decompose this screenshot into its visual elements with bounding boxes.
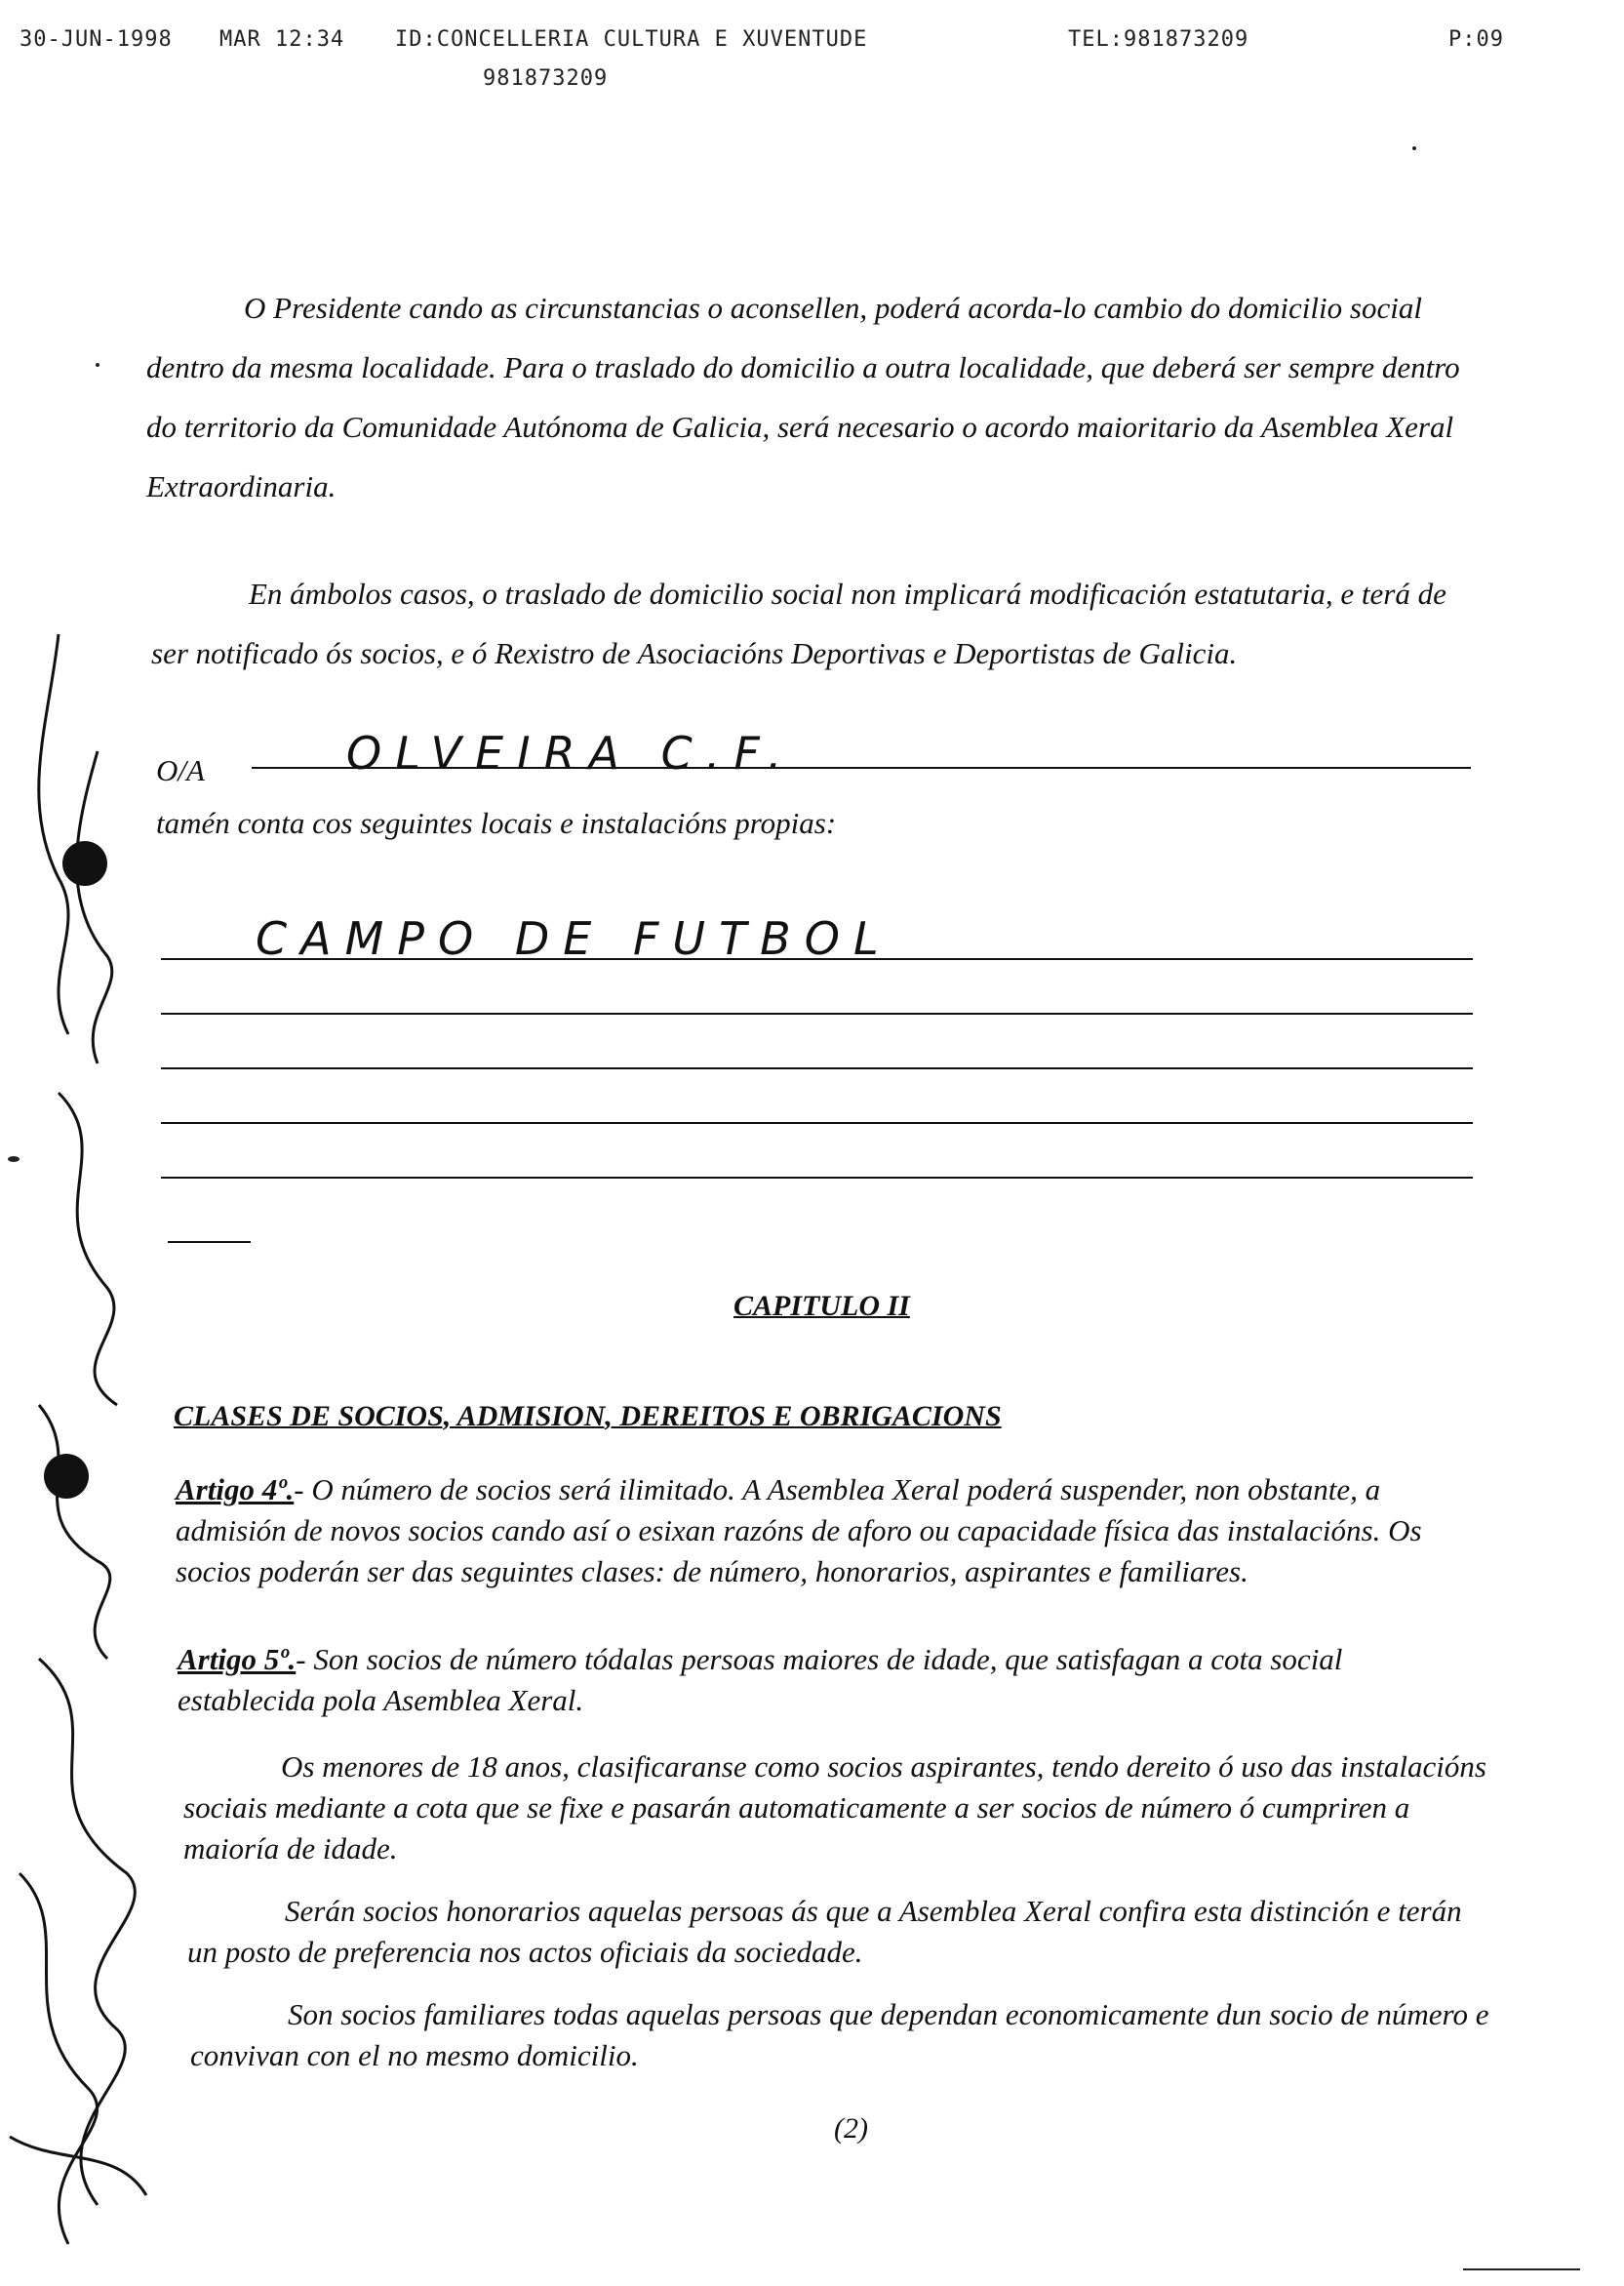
signature-stroke-7 xyxy=(10,2137,146,2195)
chapter-title: CAPITULO II xyxy=(733,1290,910,1322)
facility-line-2 xyxy=(161,1013,1473,1015)
domicile-paragraph-1 xyxy=(146,278,1473,516)
signature-stroke-3 xyxy=(59,1093,117,1405)
facility-line-4 xyxy=(161,1122,1473,1124)
punch-hole-top xyxy=(62,841,107,886)
domicile-paragraph-2-text: En ámbolos casos, o traslado de domicilio social non implicará modificación estatutaria, e terá de ser notificado ós socios, e ó Rexistro de Asociacións Deportivas e Deportistas de Galicia. xyxy=(151,577,1446,670)
fax-time: MAR 12:34 xyxy=(219,27,345,52)
scan-speck xyxy=(1412,146,1416,150)
scan-speck xyxy=(8,1156,20,1162)
domicile-paragraph-1-text: O Presidente cando as circunstancias o aconsellen, poderá acorda-lo cambio do domicilio social dentro da mesma localidade. Para o traslado do domicilio a outra localidade, que deberá ser sempre dentro do territorio da Comunidade Autónoma de Galicia, será necesario o acordo maioritario da Asemblea Xeral Extraordinaria. xyxy=(146,291,1460,503)
fax-date: 30-JUN-1998 xyxy=(20,27,173,52)
fax-number: 981873209 xyxy=(483,66,609,91)
fax-sender-id: ID:CONCELLERIA CULTURA E XUVENTUDE xyxy=(395,27,868,52)
facilities-intro: tamén conta cos seguintes locais e instalacións propias: xyxy=(156,806,837,840)
article-5-label: Artigo 5º. xyxy=(178,1642,297,1676)
family-paragraph xyxy=(190,1994,1497,2076)
domicile-paragraph-2 xyxy=(151,564,1468,683)
fax-telephone: TEL:981873209 xyxy=(1068,27,1249,52)
facility-line-5 xyxy=(161,1177,1473,1179)
family-paragraph-text: Son socios familiares todas aquelas persoas que dependan economicamente dun socio de número e convivan con el no mesmo domicilio. xyxy=(190,1997,1489,2072)
facility-item: CAMPO DE FUTBOL xyxy=(256,912,892,965)
article-4-label: Artigo 4º. xyxy=(176,1472,295,1506)
article-4-text: - O número de socios será ilimitado. A Asemblea Xeral poderá suspender, non obstante, a admisión de novos socios cando así o esixan razóns de aforo ou capacidade física das instalacións. Os socios poderán ser das seguintes clases: de número, honorarios, aspirantes e familiares. xyxy=(176,1472,1422,1588)
article-5 xyxy=(178,1639,1485,1721)
org-label: O/A xyxy=(156,753,205,787)
punch-hole-bottom xyxy=(44,1454,89,1499)
honorary-paragraph-text: Serán socios honorarios aquelas persoas ás que a Asemblea Xeral confira esta distinción e terán un posto de preferencia nos actos oficiais da sociedade. xyxy=(187,1894,1462,1969)
org-name-line xyxy=(252,767,1471,769)
signature-stroke-1 xyxy=(39,634,68,1034)
facility-line-3 xyxy=(161,1067,1473,1069)
scan-speck xyxy=(96,363,99,367)
honorary-paragraph xyxy=(187,1891,1494,1973)
scan-speck xyxy=(1463,2268,1580,2270)
facility-line-1 xyxy=(161,958,1473,960)
article-4 xyxy=(176,1469,1483,1592)
article-5-text: - Son socios de número tódalas persoas maiores de idade, que satisfagan a cota social establecida pola Asemblea Xeral. xyxy=(178,1642,1343,1717)
signature-stroke-4 xyxy=(39,1405,110,1659)
org-name-handwritten: OLVEIRA C.F. xyxy=(346,727,796,780)
minors-paragraph xyxy=(183,1746,1490,1869)
fax-page: P:09 xyxy=(1448,27,1504,52)
minors-paragraph-text: Os menores de 18 anos, clasificaranse como socios aspirantes, tendo dereito ó uso das instalacións sociais mediante a cota que se fixe e pasarán automaticamente a ser socios de número ó cumpriren a maioría de idade. xyxy=(183,1749,1486,1865)
signature-stroke-6 xyxy=(20,1873,98,2244)
signature-stroke-5 xyxy=(39,1659,135,2205)
page-number: (2) xyxy=(834,2112,868,2145)
chapter-subtitle: CLASES DE SOCIOS, ADMISION, DEREITOS E OBRIGACIONS xyxy=(174,1400,1002,1432)
signature-stroke-2 xyxy=(77,751,112,1063)
